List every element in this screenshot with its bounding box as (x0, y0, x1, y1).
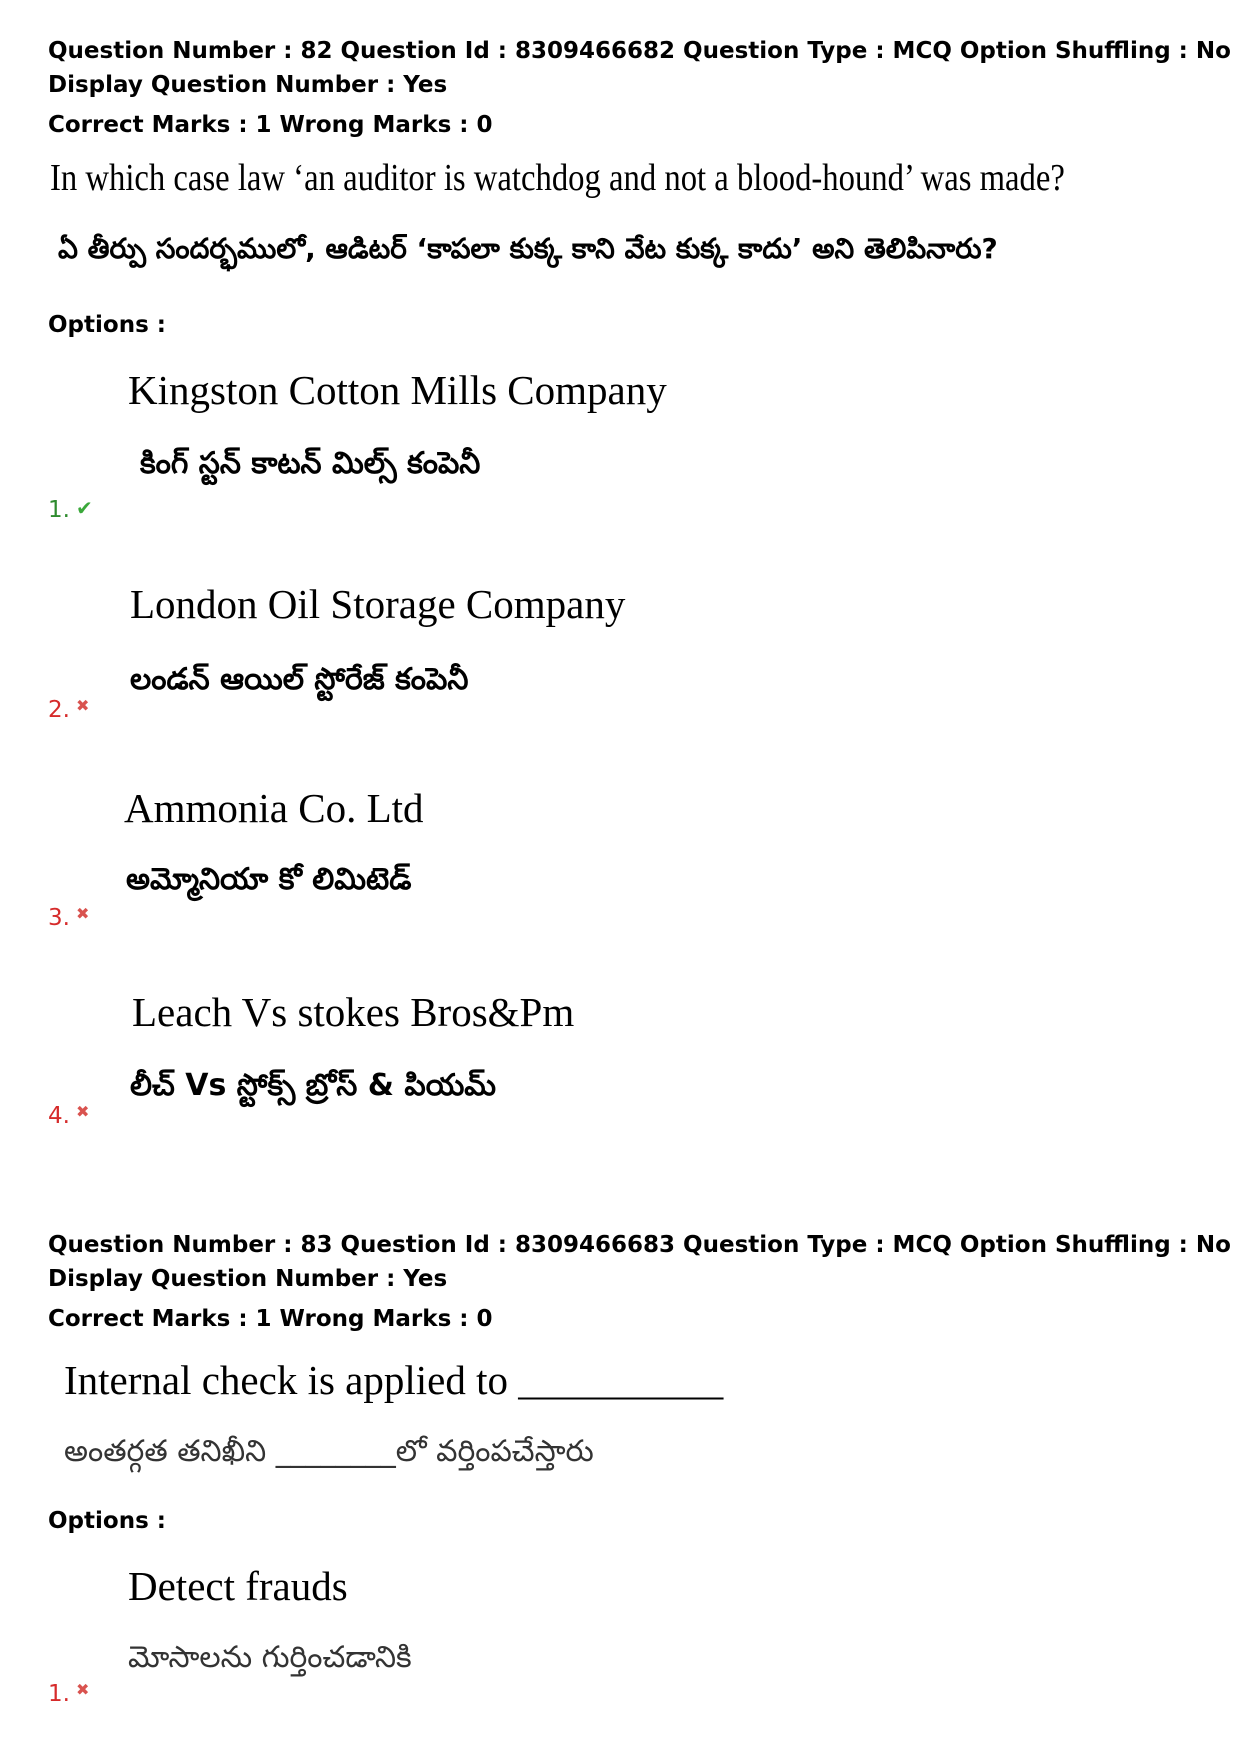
option-number (48, 1680, 89, 1707)
question-text-en: Internal check is applied to __________ (64, 1357, 724, 1403)
option-text-te: లీచ్ Vs స్టోక్స్ బ్రోస్ & పియమ్ (130, 1068, 497, 1103)
option-text-te: కింగ్ స్టన్ కాటన్ మిల్స్ కంపెనీ (140, 446, 481, 481)
marks-info: Correct Marks : 1 Wrong Marks : 0 (48, 112, 493, 138)
option-number-label: 4. (48, 1103, 70, 1129)
option-text-en: Ammonia Co. Ltd (124, 785, 424, 831)
option-number-label: 1. (48, 1681, 70, 1707)
cross-icon: ✖ (75, 696, 90, 715)
cross-icon: ✖ (75, 1102, 90, 1121)
display-question-number: Display Question Number : Yes (48, 72, 448, 98)
option-text-en: London Oil Storage Company (130, 581, 626, 627)
option-number (48, 904, 89, 931)
option-text-en: Leach Vs stokes Bros&Pm (132, 989, 575, 1035)
cross-icon: ✖ (75, 904, 90, 923)
option-text-te: మోసాలను గుర్తించడానికి (128, 1640, 412, 1675)
question-text-en: In which case law ‘an auditor is watchdog and not a blood-hound’ was made? (50, 157, 1065, 199)
question-header: Question Number : 83 Question Id : 8309466683 Question Type : MCQ Option Shuffling : No (48, 1232, 1231, 1258)
option-text-en: Kingston Cotton Mills Company (128, 367, 667, 413)
option-number-label: 3. (48, 905, 70, 931)
option-number (48, 1102, 89, 1129)
option-text-te: లండన్ ఆయిల్ స్టోరేజ్ కంపెనీ (130, 662, 469, 697)
option-number-label: 2. (48, 697, 70, 723)
options-label: Options : (48, 1508, 166, 1534)
option-text-en: Detect frauds (128, 1563, 348, 1609)
option-number (48, 696, 89, 723)
cross-icon: ✖ (75, 1680, 90, 1699)
question-header: Question Number : 82 Question Id : 8309466682 Question Type : MCQ Option Shuffling : No (48, 38, 1231, 64)
check-icon: ✔ (75, 496, 93, 520)
option-number-label: 1. (48, 497, 70, 523)
display-question-number: Display Question Number : Yes (48, 1266, 448, 1292)
marks-info: Correct Marks : 1 Wrong Marks : 0 (48, 1306, 493, 1332)
question-text-te: అంతర్గత తనిఖీని ________లో వర్తింపచేస్తారు (64, 1434, 594, 1469)
options-label: Options : (48, 312, 166, 338)
option-text-te: అమ్మోనియా కో లిమిటెడ్ (126, 862, 412, 897)
option-number (48, 496, 93, 523)
question-text-te: ఏ తీర్పు సందర్భములో, ఆడిటర్ ‘కాపలా కుక్క కాని వేట కుక్క కాదు’ అని తెలిపినారు? (58, 232, 998, 265)
